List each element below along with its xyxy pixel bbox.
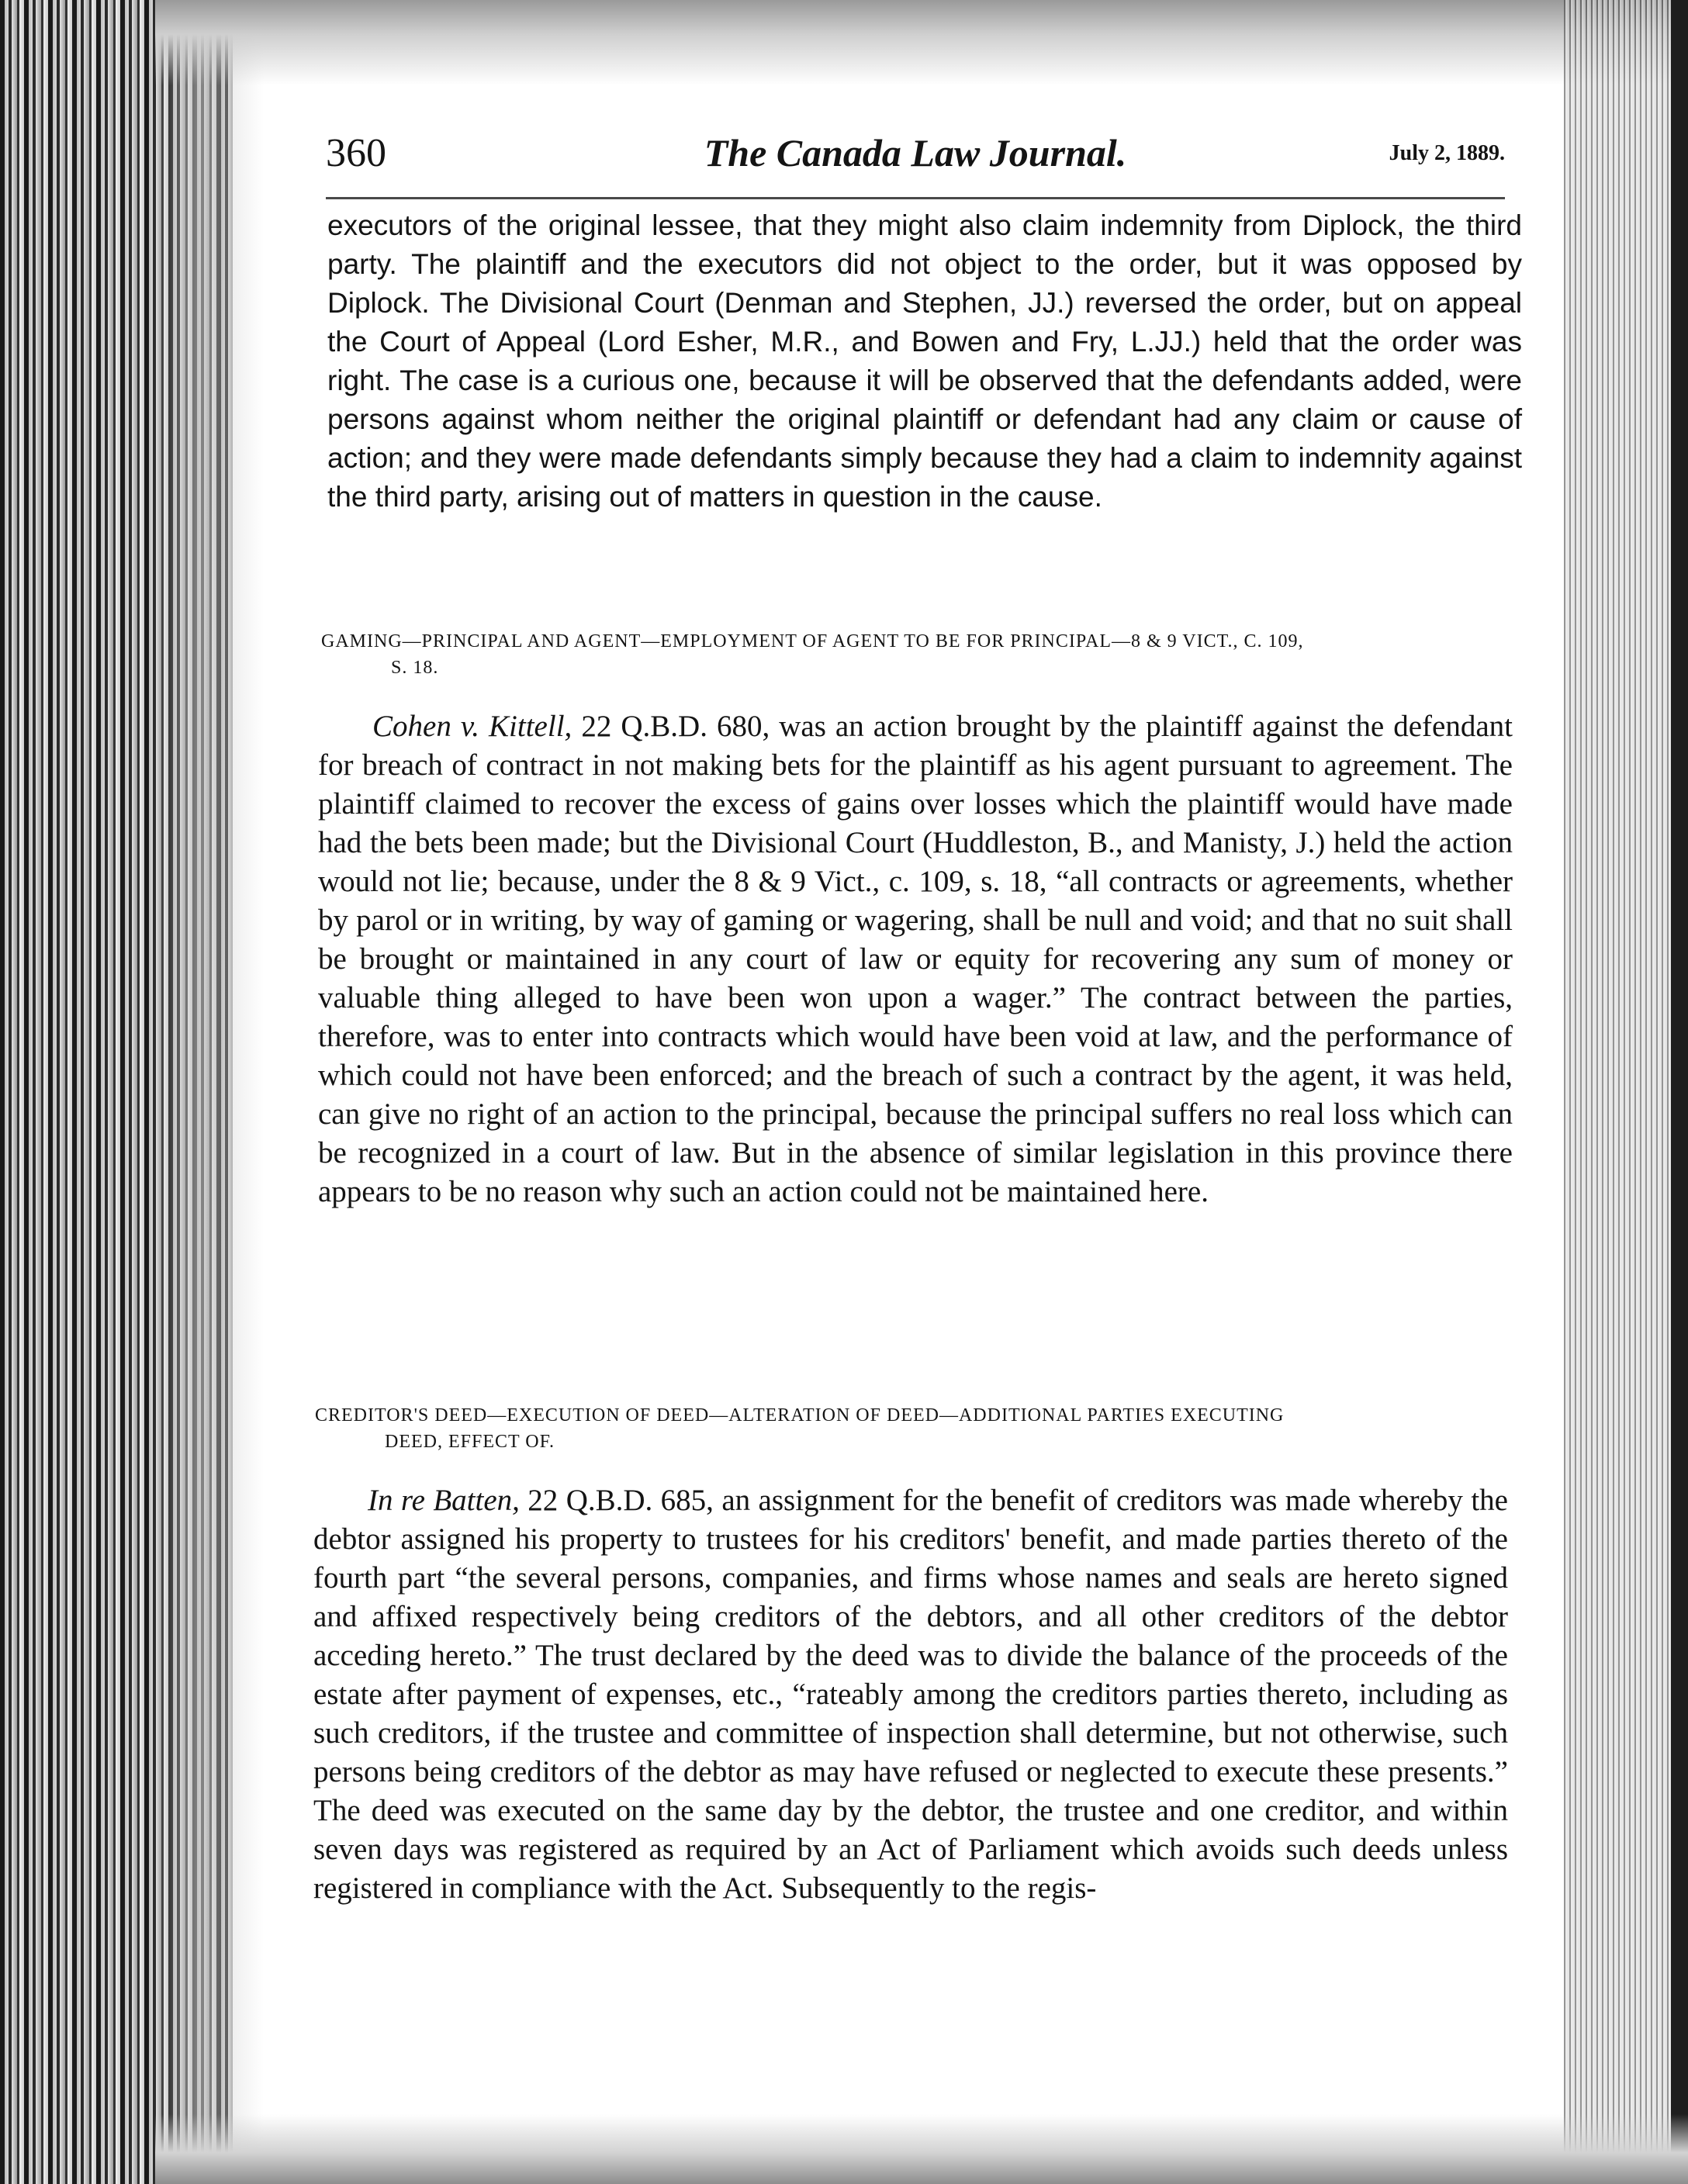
section-body-text: 22 Q.B.D. 680, was an action brought by the plaintiff against the defendant for breach of contract in not making bets for the plaintiff as his agent pursuant to agreement. The plaintiff claimed to recover the excess of gains over losses which the plaintiff would have made had the bets been made; but the Divisional Court (Huddleston, B., and Manisty, J.) held the action would not lie; because, under the 8 & 9 Vict., c. 109, s. 18, “all contracts or agreements, whether by parol or in writing, by way of gaming or wagering, shall be null and void; and that no suit shall be brought or maintained in any court of law or equity for recovering any sum of money or valuable thing alleged to have been won upon a wager.” The contract between the parties, therefore, was to enter into contracts which would have been void at law, and the performance of which could not have been enforced; and the breach of such a contract by the agent, it was held, can give no right of an action to the principal, because the principal suffers no real loss which can be recognized in a court of law. But in the absence of similar legislation in this province there appears to be no reason why such an action could not be maintained here.	[318, 710, 1513, 1208]
binding-shadow	[155, 0, 264, 2184]
section-body-gaming	[318, 707, 1513, 1211]
scan-right-edge	[1564, 0, 1688, 2184]
journal-page	[256, 116, 1575, 2102]
issue-date: July 2, 1889.	[1389, 141, 1505, 165]
header-rule	[326, 197, 1505, 199]
continued-paragraph: executors of the original lessee, that they might also claim indemnity from Diplock, the third party. The plaintiff and the executors did not object to the order, but it was opposed by Diplock. The Divisional Court (Denman and Stephen, JJ.) reversed the order, but on appeal the Court of Appeal (Lord Esher, M.R., and Bowen and Fry, L.JJ.) held that the order was right. The case is a curious one, because it will be observed that the defendants added, were persons against whom neither the original plaintiff or defendant had any claim or cause of action; and they were made defendants simply because they had a claim to indemnity against the third party, arising out of matters in question in the cause.	[327, 209, 1522, 513]
scan-bottom-edge	[155, 2114, 1688, 2184]
page-header	[326, 130, 1505, 192]
section-heading-creditors-deed	[315, 1402, 1510, 1455]
section-heading-line: CREDITOR'S DEED—EXECUTION OF DEED—ALTERATION OF DEED—ADDITIONAL PARTIES EXECUTING	[315, 1405, 1285, 1425]
page-number: 360	[326, 131, 386, 175]
section-body-creditors-deed	[313, 1481, 1508, 1908]
section-heading-line-continued: S. 18.	[391, 658, 439, 678]
case-name: Cohen v. Kittell,	[372, 710, 572, 743]
case-name: In re Batten,	[368, 1484, 520, 1517]
section-heading-line-continued: DEED, EFFECT OF.	[385, 1432, 555, 1452]
section-heading-line: GAMING—PRINCIPAL AND AGENT—EMPLOYMENT OF AGENT TO BE FOR PRINCIPAL—8 & 9 VICT., C. 109,	[321, 631, 1304, 651]
section-heading-gaming	[321, 628, 1516, 681]
section-body-text: 22 Q.B.D. 685, an assignment for the benefit of creditors was made whereby the debtor assigned his property to trustees for his creditors' benefit, and made parties thereto of the fourth part “the several persons, companies, and firms whose names and seals are hereto signed and affixed respectively being creditors of the debtors, and all other creditors of the debtor acceding hereto.” The trust declared by the deed was to divide the balance of the proceeds of the estate after payment of expenses, etc., “rateably among the creditors parties thereto, including as such creditors, if the trustee and committee of inspection shall determine, but not otherwise, such persons being creditors of the debtor as may have refused or neglected to execute these presents.” The deed was executed on the same day by the debtor, the trustee and one creditor, and within seven days was registered as required by an Act of Parliament which avoids such deeds unless registered in compliance with the Act. Subsequently to the regis-	[313, 1484, 1508, 1905]
scan-top-edge	[155, 0, 1688, 85]
journal-title: The Canada Law Journal.	[704, 131, 1127, 175]
scan-right-border	[1671, 0, 1688, 2184]
